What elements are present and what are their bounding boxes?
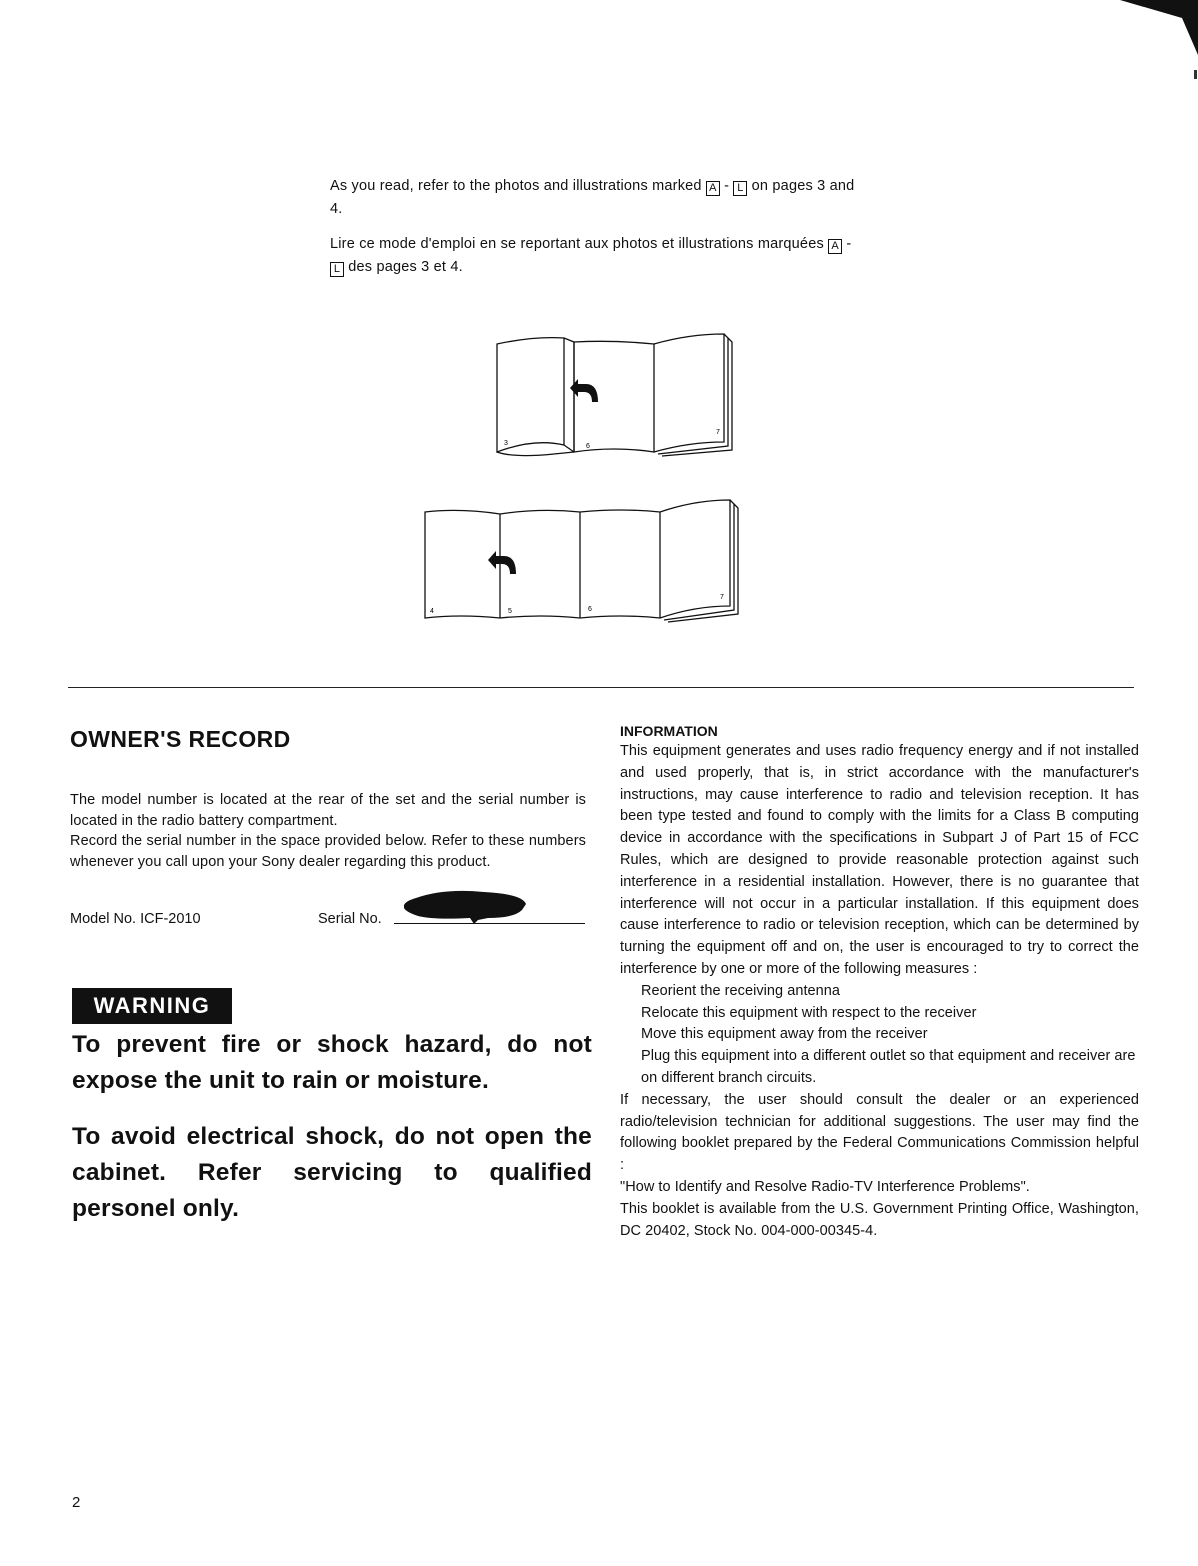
intro-text <box>330 175 860 291</box>
page-number-label: 7 <box>716 429 720 436</box>
measures-list <box>620 981 1139 1090</box>
information-closing-1: If necessary, the user should consult the dealer or an experienced radio/television technician for additional suggestions. The user may find the following booklet prepared by the Federal Communications Commission helpful : <box>620 1091 1139 1174</box>
page-number-label: 5 <box>508 608 512 615</box>
serial-number-label: Serial No. <box>318 911 382 927</box>
information-closing-2: "How to Identify and Resolve Radio-TV Interference Problems". <box>620 1178 1030 1195</box>
list-item: Relocate this equipment with respect to the receiver <box>641 1004 977 1021</box>
page-number-label: 6 <box>586 443 590 450</box>
section-divider <box>68 687 1134 688</box>
owners-record-para-2: Record the serial number in the space provided below. Refer to these numbers whenever you call upon your Sony dealer regarding this product. <box>70 833 586 870</box>
page-number-label: 6 <box>588 606 592 613</box>
serial-redaction-mark <box>404 888 528 930</box>
information-closing-3: This booklet is available from the U.S. Government Printing Office, Washington, DC 20402, Stock No. 004-000-00345-4. <box>620 1200 1139 1239</box>
owners-record-para-1: The model number is located at the rear of the set and the serial number is located in the radio battery compartment. <box>70 792 586 829</box>
booklet-fold-illustration-top <box>494 330 740 460</box>
page-number-label: 4 <box>430 608 434 615</box>
intro-english: As you read, refer to the photos and illustrations marked A - L on pages 3 and 4. <box>330 178 855 217</box>
warning-badge <box>72 988 232 1024</box>
box-letter-l: L <box>330 262 344 277</box>
booklet-fold-illustration-bottom <box>420 494 746 624</box>
warning-badge-label: WARNING <box>93 993 211 1018</box>
model-number-label: Model No. ICF-2010 <box>70 911 201 927</box>
owners-record-body <box>70 790 586 872</box>
warning-text-fire: To prevent fire or shock hazard, do not expose the unit to rain or moisture. <box>72 1031 592 1094</box>
box-letter-a: A <box>706 181 720 196</box>
information-heading: INFORMATION <box>620 723 718 739</box>
curved-arrow-icon <box>488 551 516 574</box>
box-letter-l: L <box>733 181 747 196</box>
box-letter-a: A <box>828 239 842 254</box>
intro-french: Lire ce mode d'emploi en se reportant aux photos et illustrations marquées A - L des pages 3 et 4. <box>330 236 852 275</box>
page-number: 2 <box>72 1494 81 1511</box>
corner-fold-mark <box>1120 0 1198 90</box>
page-number-label: 3 <box>504 440 508 447</box>
list-item: Plug this equipment into a different outlet so that equipment and receiver are on different branch circuits. <box>641 1048 1136 1086</box>
owners-record-title: OWNER'S RECORD <box>70 726 291 752</box>
list-item: Move this equipment away from the receiver <box>641 1026 928 1043</box>
information-paragraph: This equipment generates and uses radio frequency energy and if not installed and used properly, that is, in strict accordance with the manufacturer's instructions, may cause interference to radio and television reception. It has been type tested and found to comply with the limits for a Class B computing device in accordance with the specifications in Subpart J of Part 15 of FCC Rules, which are designed to provide reasonable protection against such interference in a residential installation. However, there is no guarantee that interference will not occur in a particular installation. If this equipment does cause interference to radio or television reception, which can be determined by turning the equipment off and on, the user is encouraged to try to correct the interference by one or more of the following measures : <box>620 743 1139 977</box>
list-item: Reorient the receiving antenna <box>641 982 840 999</box>
information-body <box>620 741 1139 1242</box>
page-number-label: 7 <box>720 594 724 601</box>
warning-text-shock: To avoid electrical shock, do not open the cabinet. Refer servicing to qualified personel only. <box>72 1123 592 1222</box>
